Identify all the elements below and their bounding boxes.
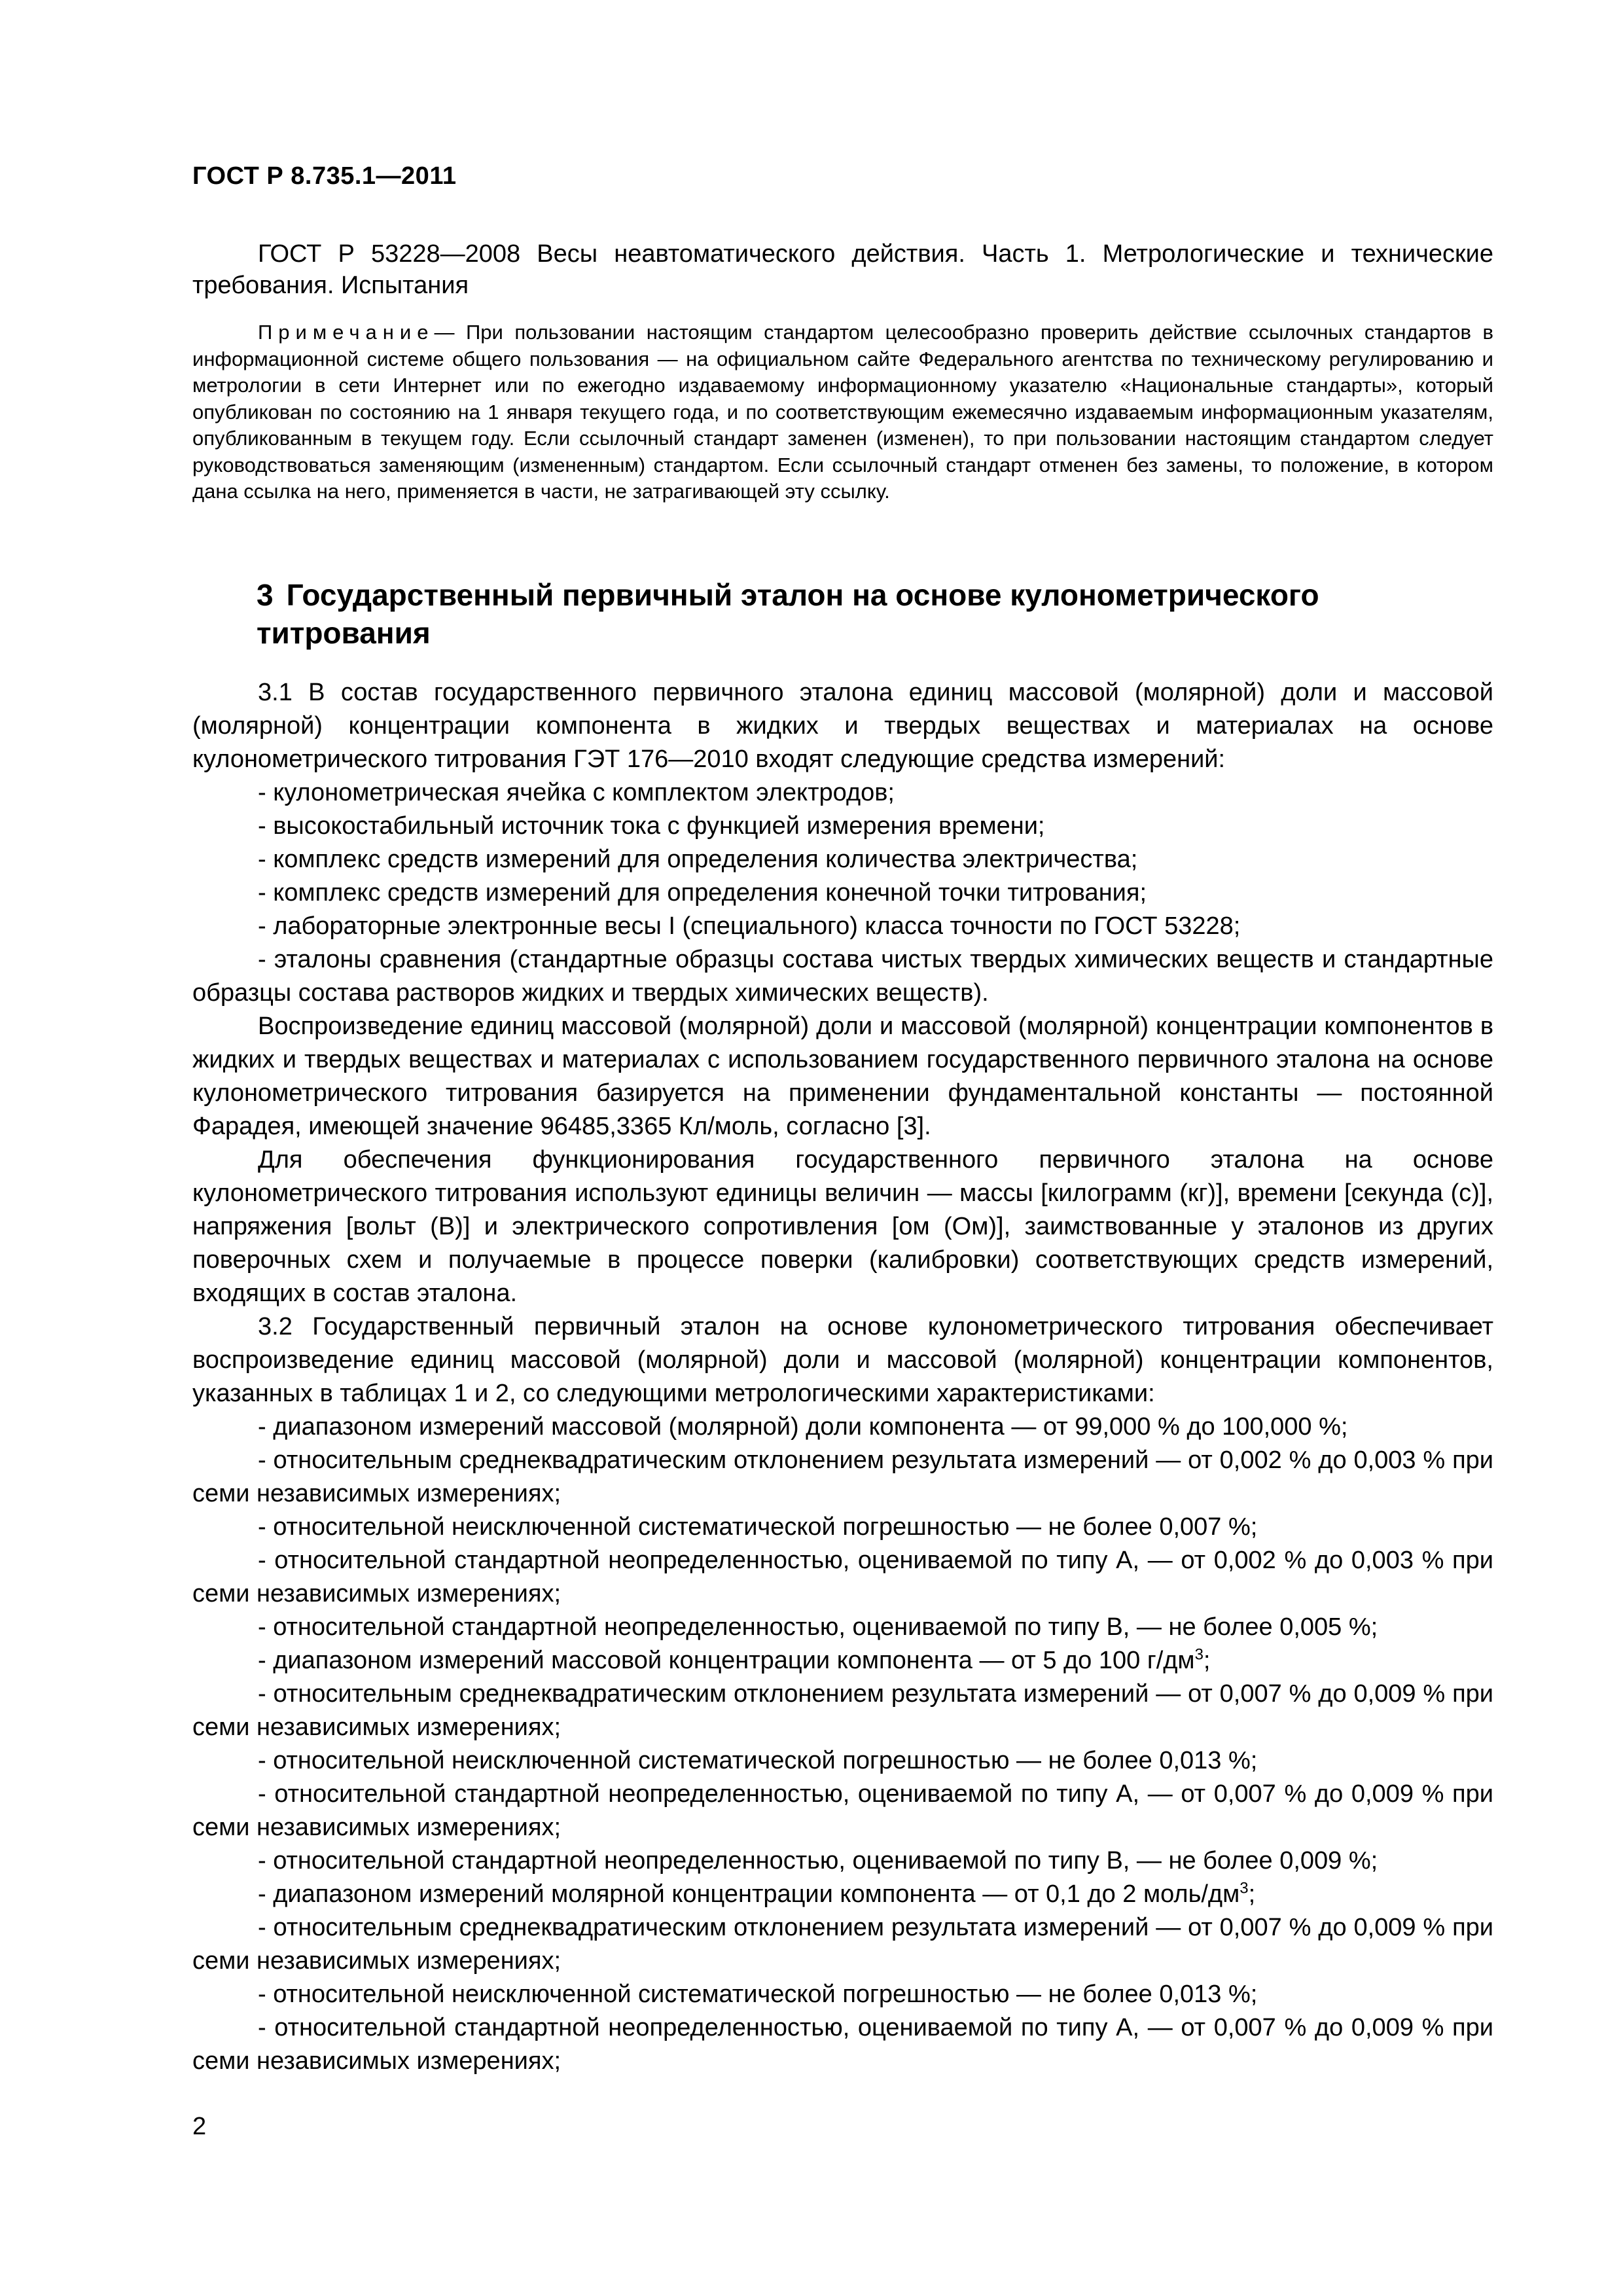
- section-title-text: Государственный первичный эталон на основе кулонометрического титрования: [257, 578, 1319, 650]
- paragraph-3-1: 3.1 В состав государственного первичного эталона единиц массовой (молярной) доли и массовой (молярной) концентрации компонента в жидких и твердых веществах и материалах на основе кулонометрического титрования ГЭТ 176—2010 входят следующие средства измерений:: [192, 679, 1493, 773]
- list-item: - высокостабильный источник тока с функцией измерения времени;: [258, 812, 1045, 840]
- document-code: ГОСТ Р 8.735.1—2011: [192, 162, 457, 190]
- list-item: - комплекс средств измерений для определения конечной точки титрования;: [258, 879, 1147, 906]
- list-item: - лабораторные электронные весы I (специального) класса точности по ГОСТ 53228;: [258, 912, 1241, 940]
- note-paragraph: [192, 319, 1493, 505]
- paragraph-reproduction: Воспроизведение единиц массовой (молярной) доли и массовой (молярной) концентрации компонентов в жидких и твердых веществах и материалах с использованием государственного первичного эталона на основе кулонометрического титрования базируется на применении фундаментальной константы — постоянной Фарадея, имеющей значение 96485,3365 Кл/моль, согласно [3].: [192, 1013, 1493, 1140]
- paragraph-units: Для обеспечения функционирования государственного первичного эталона на основе кулонометрического титрования используют единицы величин — массы [килограмм (кг)], времени [секунда (с)], напряжения [вольт (В)] и электрического сопротивления [ом (Ом)], заимствованные у эталонов из других поверочных схем и получаемые в процессе поверки (калибровки) соответствующих средств измерений, входящих в состав эталона.: [192, 1146, 1493, 1307]
- superscript: 3: [1240, 1879, 1249, 1897]
- superscript: 3: [1194, 1645, 1204, 1664]
- item-text: - диапазоном измерений молярной концентрации компонента — от 0,1 до 2 моль/дм: [258, 1880, 1240, 1908]
- item-text: - диапазоном измерений массовой концентрации компонента — от 5 до 100 г/дм: [258, 1647, 1195, 1674]
- list-item: - кулонометрическая ячейка с комплектом электродов;: [258, 779, 895, 806]
- list-item: - относительной стандартной неопределенностью, оцениваемой по типу А, — от 0,007 % до 0,009 % при семи независимых измерениях;: [192, 2014, 1493, 2075]
- list-item-molar-concentration: [192, 1878, 1493, 1911]
- reference-gost-53228: ГОСТ Р 53228—2008 Весы неавтоматического действия. Часть 1. Метрологические и технические требования. Испытания: [192, 240, 1493, 299]
- section-3-body: [192, 676, 1493, 2078]
- note-text: — При пользовании настоящим стандартом целесообразно проверить действие ссылочных стандартов в информационной системе общего пользования — на официальном сайте Федерального агентства по техническому регулированию и метрологии в сети Интернет или по ежегодно издаваемому информационному указателю «Национальные стандарты», который опубликован по состоянию на 1 января текущего года, и по соответствующим ежемесячно издаваемым информационным указателям, опубликованным в текущем году. Если ссылочный стандарт заменен (изменен), то при пользовании настоящим стандартом следует руководствоваться заменяющим (измененным) стандартом. Если ссылочный стандарт отменен без замены, то положение, в котором дана ссылка на него, применяется в части, не затрагивающей эту ссылку.: [192, 321, 1493, 503]
- paragraph-3-2: 3.2 Государственный первичный эталон на основе кулонометрического титрования обеспечивает воспроизведение единиц массовой (молярной) доли и массовой (молярной) концентрации компонентов, указанных в таблицах 1 и 2, со следующими метрологическими характеристиками:: [192, 1313, 1493, 1407]
- item-tail: ;: [1248, 1880, 1256, 1908]
- section-number: 3: [257, 578, 274, 612]
- list-item: - относительным среднеквадратическим отклонением результата измерений — от 0,007 % до 0,009 % при семи независимых измерениях;: [192, 1680, 1493, 1741]
- list-item: - диапазоном измерений массовой (молярной) доли компонента — от 99,000 % до 100,000 %;: [258, 1413, 1348, 1441]
- page-number: 2: [192, 2113, 207, 2140]
- list-item: - относительной стандартной неопределенностью, оцениваемой по типу В, — не более 0,009 %;: [258, 1847, 1378, 1874]
- list-item: - относительной неисключенной систематической погрешностью — не более 0,013 %;: [258, 1747, 1258, 1774]
- list-item: - относительной стандартной неопределенностью, оцениваемой по типу В, — не более 0,005 %;: [258, 1613, 1378, 1641]
- section-3-heading: [257, 576, 1487, 652]
- note-label: Примечание: [258, 321, 435, 344]
- list-item: - относительной неисключенной систематической погрешностью — не более 0,007 %;: [258, 1513, 1258, 1541]
- list-item: - относительной стандартной неопределенностью, оцениваемой по типу А, — от 0,002 % до 0,003 % при семи независимых измерениях;: [192, 1547, 1493, 1607]
- item-tail: ;: [1203, 1647, 1211, 1674]
- list-item: - относительной стандартной неопределенностью, оцениваемой по типу А, — от 0,007 % до 0,009 % при семи независимых измерениях;: [192, 1780, 1493, 1841]
- list-item: - комплекс средств измерений для определения количества электричества;: [258, 846, 1138, 873]
- list-item: - относительным среднеквадратическим отклонением результата измерений — от 0,007 % до 0,009 % при семи независимых измерениях;: [192, 1914, 1493, 1975]
- list-item: - относительной неисключенной систематической погрешностью — не более 0,013 %;: [258, 1981, 1258, 2008]
- list-item: - относительным среднеквадратическим отклонением результата измерений — от 0,002 % до 0,003 % при семи независимых измерениях;: [192, 1446, 1493, 1507]
- list-item: - эталоны сравнения (стандартные образцы состава чистых твердых химических веществ и стандартные образцы состава растворов жидких и твердых химических веществ).: [192, 946, 1493, 1007]
- list-item-mass-concentration: [192, 1644, 1493, 1677]
